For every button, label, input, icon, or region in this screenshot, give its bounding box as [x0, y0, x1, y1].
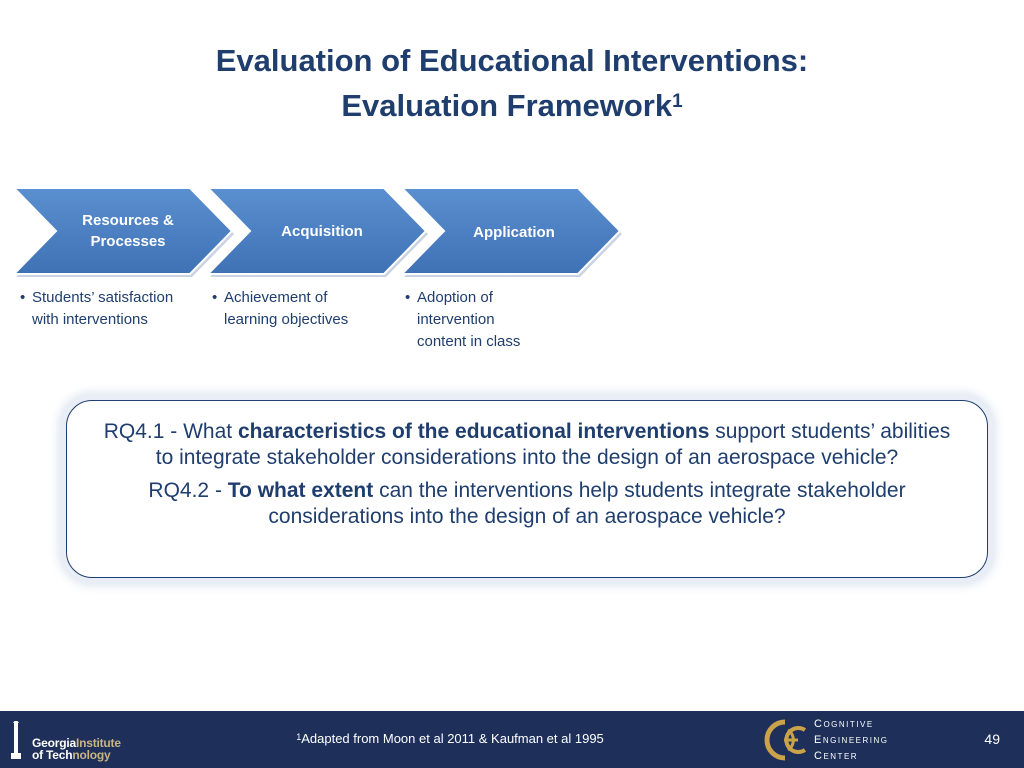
bullet-item: • Achievement of learning objectives: [210, 287, 382, 331]
rq2-suffix: can the interventions help students integrate stakeholder considerations into the design of an aerospace vehicle?: [268, 479, 906, 528]
step-3-bullets: [403, 287, 543, 353]
step-1-label-line-2: Processes: [90, 233, 166, 250]
cec-line-2: Engineering: [814, 734, 889, 746]
research-question-4-2: [95, 478, 959, 530]
rq1-suffix: support students’ abilities to integrate stakeholder considerations into the design of an aerospace vehicle?: [155, 420, 951, 469]
page-number: 49: [984, 731, 1000, 747]
title-line-1: Evaluation of Educational Interventions:: [215, 43, 809, 78]
gt-wordmark-georgia: Georgia: [32, 736, 76, 750]
rq2-prefix: RQ4.2 -: [148, 479, 228, 502]
gt-wordmark-nology: nology: [72, 748, 111, 762]
cec-wordmark: [814, 716, 889, 764]
framework-chevrons: [0, 0, 1024, 300]
step-1-label-line-1: Resources &: [82, 212, 174, 229]
step-label-acquisition: [250, 221, 394, 242]
step-2-label: Acquisition: [281, 223, 363, 240]
step-3-label: Application: [473, 224, 555, 241]
step-1-bullets: [18, 287, 183, 331]
gt-wordmark-line-2: [32, 749, 121, 761]
step-label-application: [444, 222, 584, 243]
rq1-prefix: RQ4.1 - What: [103, 420, 238, 443]
cec-line-3: Center: [814, 750, 859, 762]
cec-line-1: Cognitive: [814, 718, 874, 730]
title-superscript: 1: [672, 91, 683, 112]
gt-wordmark-institute: Institute: [75, 736, 121, 750]
step-label-resources-processes: [56, 210, 200, 252]
bullet-item: • Students’ satisfaction with interventions: [18, 287, 183, 331]
bullet-item: • Adoption of intervention content in class: [403, 287, 543, 353]
step-2-bullets: [210, 287, 382, 331]
research-questions-box: [66, 400, 988, 578]
rq1-emphasis: characteristics of the educational interventions: [237, 420, 710, 443]
footnote-superscript: 1: [296, 732, 302, 742]
title-line-2-text: Evaluation Framework: [341, 88, 673, 123]
research-question-4-1: [95, 419, 959, 471]
evaluation-framework: [0, 0, 1024, 350]
rq2-emphasis: To what extent: [227, 479, 374, 502]
cec-emblem-icon: [758, 714, 810, 766]
footnote-text: Adapted from Moon et al 2011 & Kaufman et al 1995: [301, 731, 604, 746]
slide-footer: [0, 711, 1024, 768]
gt-wordmark-of-tech: of Tech: [32, 748, 73, 762]
